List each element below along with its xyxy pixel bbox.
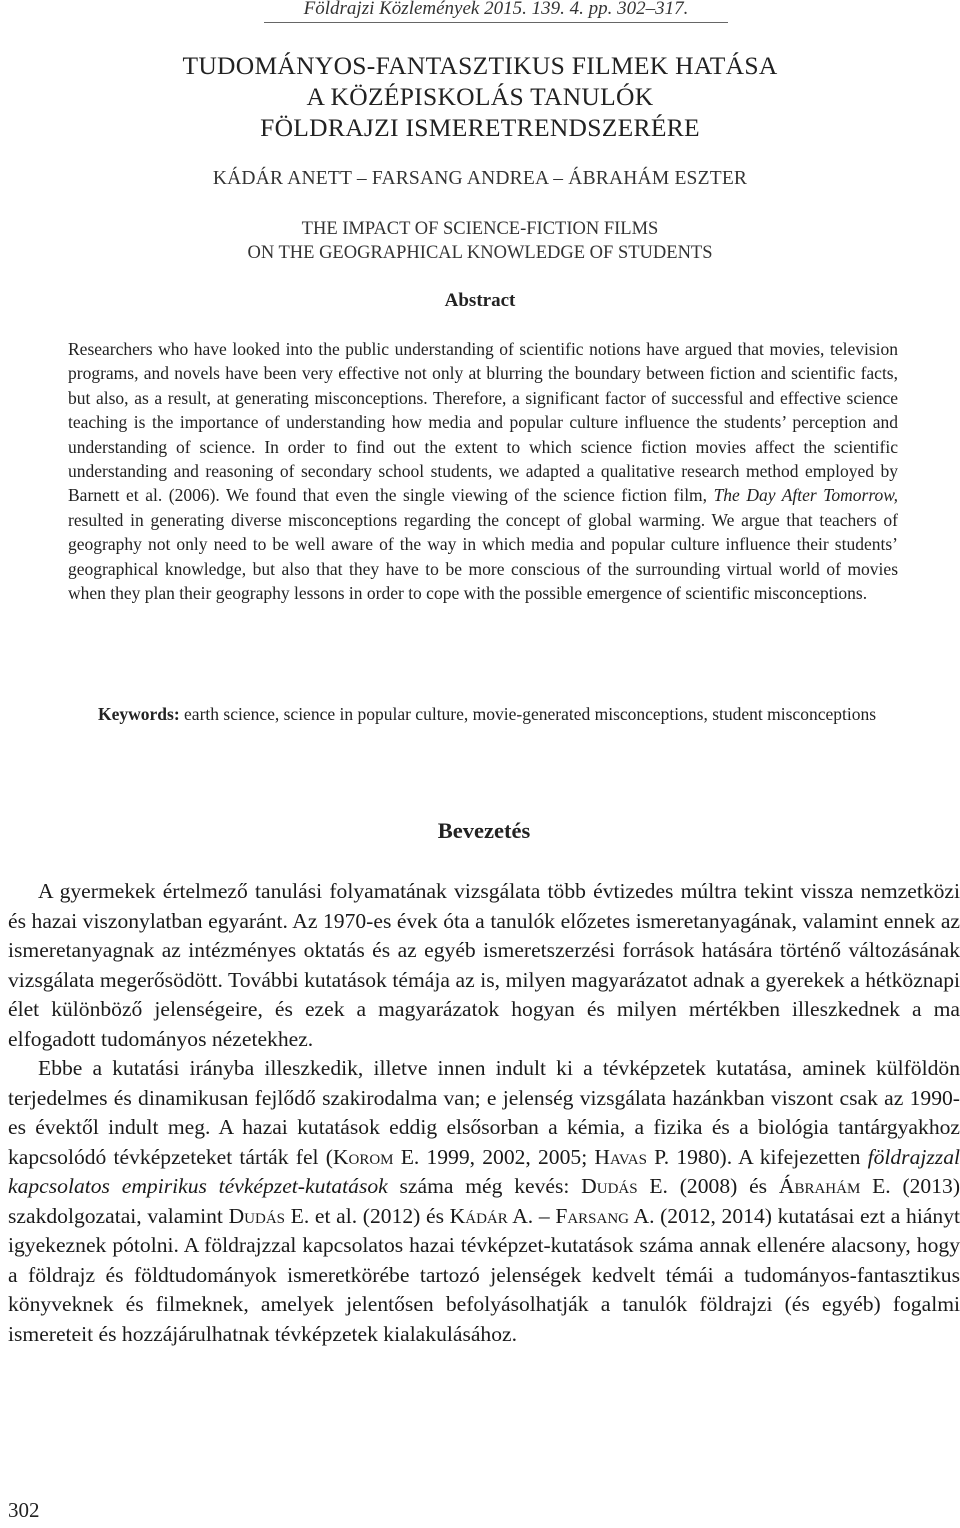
title-line-2: A KÖZÉPISKOLÁS TANULÓK [306, 82, 654, 111]
italic-phrase: földrajzzal kapcsolatos empirikus tévképzet-kutatások [8, 1144, 960, 1198]
english-title-line-2: ON THE GEOGRAPHICAL KNOWLEDGE OF STUDENTS [247, 243, 713, 263]
keywords [68, 702, 898, 726]
abstract-text-part-1: Researchers who have looked into the public understanding of scientific notions have argued that movies, television programs, and novels have been very effective not only at blurring the boundary between fiction and scientific facts, but also, as a result, at generating misconceptions. Therefore, a significant factor of successful and effective science teaching is the importance of understanding how media and popular culture influence the students’ perception and understanding of science. In order to find out the extent to which science fiction movies affect the scientific understanding and reasoning of secondary school students, we adapted a qualitative research method employed by Barnett et al. (2006). We found that even the single viewing of the science fiction film, [68, 339, 898, 506]
p2-text-b: 1999, 2002, 2005; [419, 1144, 595, 1169]
p2-text-i: (2012, 2014) kutatásai ezt a hiányt igyekeznek pótolni. A földrajzzal kapcsolatos hazai tévképzet-kutatások száma annak ellenére alacsony, hogy a földrajz és földtudományok ismeretkörébe tartozó jelenségek kedvelt témái a tudományos-fantasztikus könyveknek és filmeknek, amelyek jelentősen befolyásolhatják a tanulók földrajzi (és egyéb) fogalmi ismereteit és hozzájárulhatnak tévképzetek kialakulásához. [8, 1203, 960, 1346]
author-list: KÁDÁR ANETT – FARSANG ANDREA – ÁBRAHÁM ESZTER [212, 168, 748, 189]
citation-korom: Korom E. [332, 1144, 420, 1169]
keywords-list: earth science, science in popular culture, movie-generated misconceptions, student misconceptions [179, 704, 877, 724]
journal-header: Földrajzi Közlemények 2015. 139. 4. pp. 302–317. [264, 0, 728, 23]
citation-farsang: Farsang A. [555, 1203, 655, 1228]
p2-text-h: – [533, 1203, 556, 1228]
citation-dudas-2: Dudás E. [228, 1203, 310, 1228]
section-heading: Bevezetés [437, 818, 531, 843]
title-line-1: TUDOMÁNYOS-FANTASZTIKUS FILMEK HATÁSA [182, 51, 778, 80]
p2-text-a: Ebbe a kutatási irányba illeszkedik, illetve innen indult ki a tévképzetek kutatása, aminek külföldön terjedelmes és dinamikusan fejlődő szakirodalma van; e jelenség vizsgálata hazánkban viszont csak az 1990-es évektől indult meg. A hazai kutatások eddig elsősorban a kémia, a fizika és a biológia tantárgyakhoz kapcsolódó tévképzeteket tárták fel ( [8, 1056, 960, 1169]
citation-dudas: Dudás E. [581, 1174, 668, 1198]
abstract-heading: Abstract [444, 290, 516, 311]
p2-text-f: (2013) szakdolgozatai, valamint [8, 1174, 960, 1228]
title-line-3: FÖLDRAJZI ISMERETRENDSZERÉRE [260, 113, 700, 142]
abstract-body [68, 337, 898, 605]
page-number: 302 [8, 1498, 40, 1522]
p2-text-d: száma még kevés: [387, 1174, 582, 1198]
body-paragraph-2 [8, 1054, 960, 1349]
english-title-line-1: THE IMPACT OF SCIENCE-FICTION FILMS [301, 219, 659, 239]
p2-text-e: (2008) és [667, 1174, 779, 1198]
p2-text-c: 1980). A kifejezetten [669, 1144, 868, 1169]
article-title-english [0, 217, 960, 265]
section-body [8, 877, 960, 1349]
abstract-paragraph [68, 337, 898, 605]
body-paragraph-1: A gyermekek értelmező tanulási folyamatának vizsgálata több évtizedes múltra tekint vissza nemzetközi és hazai viszonylatban egyaránt. Az 1970-es évek óta a tanulók előzetes ismeretanyagának, valamint ennek az ismeretanyagnak az intézményes oktatás és az egyéb ismeretszerzési források hatására történő változásának vizsgálata megerősödött. További kutatások témája az is, milyen magyarázatot adnak a gyerekek a hétköznapi élet különböző jelenségeire, és ezek a magyarázatok hogyan és milyen mértékben illeszkednek a ma elfogadott tudományos nézetekhez. [8, 879, 960, 1051]
film-title: The Day After Tomorrow, [713, 485, 898, 506]
p2-text-g: et al. (2012) és [309, 1203, 450, 1228]
keywords-label: Keywords: [98, 704, 180, 724]
article-title-hungarian [0, 50, 960, 143]
citation-abraham: Ábrahám E. [778, 1174, 891, 1198]
abstract-text-part-2: resulted in generating diverse misconceptions regarding the concept of global warming. We argue that teachers of geography not only need to be well aware of the way in which media and popular culture influence their students’ geographical knowledge, but also that they have to be more conscious of the surrounding virtual world of movies when they plan their geography lessons in order to cope with the possible emergence of scientific misconceptions. [68, 509, 898, 604]
citation-havas: Havas P. [594, 1144, 670, 1169]
citation-kadar: Kádár A. [449, 1203, 534, 1228]
